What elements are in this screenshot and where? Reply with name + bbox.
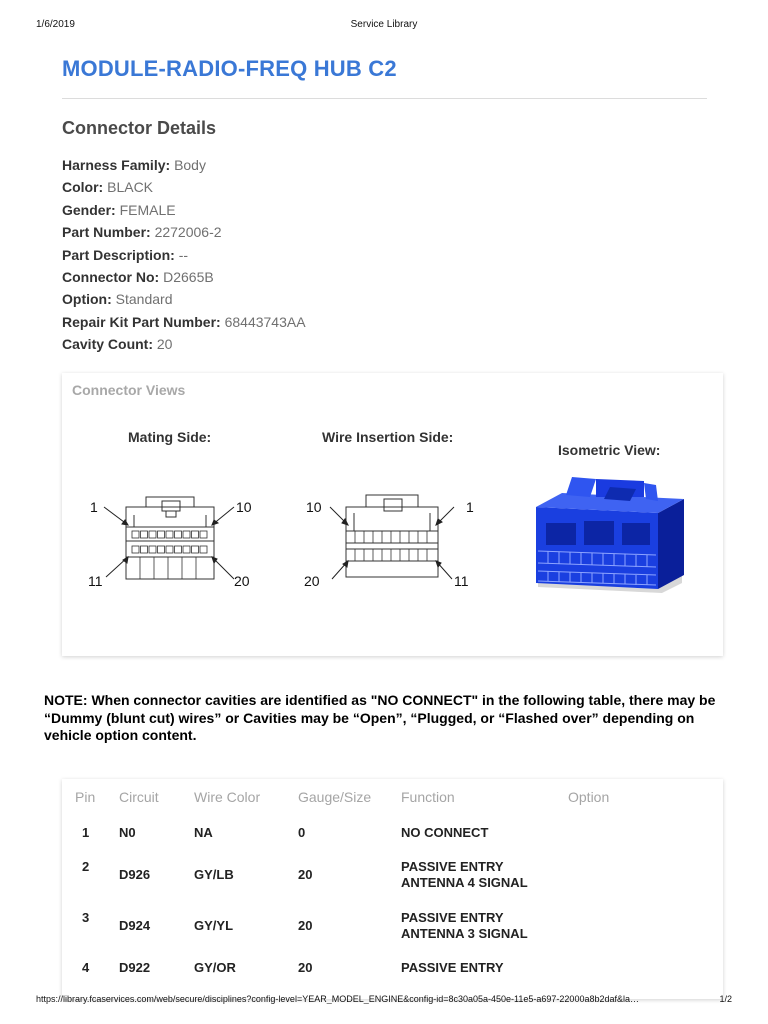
cell-pin: 3 bbox=[82, 910, 90, 925]
detail-value: 68443743AA bbox=[224, 313, 306, 330]
column-header-function: Function bbox=[401, 789, 455, 805]
detail-value: FEMALE bbox=[119, 201, 176, 218]
wire-pin-1-label: 1 bbox=[466, 499, 474, 515]
cell-wire-color: GY/LB bbox=[194, 867, 234, 882]
detail-value: D2665B bbox=[163, 268, 214, 285]
detail-part-number bbox=[62, 221, 306, 243]
mating-side-label: Mating Side: bbox=[128, 429, 212, 445]
table-row bbox=[62, 910, 723, 950]
wire-pin-10-label: 10 bbox=[306, 499, 322, 515]
detail-harness-family bbox=[62, 154, 306, 176]
print-header bbox=[36, 19, 732, 31]
table-row bbox=[62, 823, 723, 863]
cell-wire-color: GY/YL bbox=[194, 918, 234, 933]
detail-label: Gender: bbox=[62, 201, 116, 218]
mating-pin-1-label: 1 bbox=[90, 499, 98, 515]
pinout-table bbox=[62, 779, 723, 999]
cell-circuit: D926 bbox=[119, 867, 151, 882]
detail-label: Color: bbox=[62, 179, 104, 196]
page-number: 1/2 bbox=[719, 994, 732, 1004]
column-header-circuit: Circuit bbox=[119, 789, 159, 805]
mating-side-diagram bbox=[84, 491, 266, 593]
detail-value: BLACK bbox=[107, 179, 154, 196]
detail-label: Cavity Count: bbox=[62, 336, 153, 353]
mating-pin-11-label: 11 bbox=[88, 573, 103, 589]
cell-circuit: D924 bbox=[119, 918, 151, 933]
title-divider bbox=[62, 98, 707, 99]
cell-pin: 4 bbox=[82, 960, 90, 975]
cell-function-line-1: PASSIVE ENTRY bbox=[401, 859, 504, 874]
column-header-pin: Pin bbox=[75, 789, 96, 805]
print-footer bbox=[36, 994, 732, 1006]
connector-details-list bbox=[62, 154, 306, 356]
detail-part-description bbox=[62, 244, 306, 266]
wire-pin-20-label: 20 bbox=[304, 573, 320, 589]
cell-wire-color: GY/OR bbox=[194, 960, 236, 975]
cell-function-line-2: ANTENNA 4 SIGNAL bbox=[401, 875, 528, 890]
detail-repair-kit bbox=[62, 311, 306, 333]
detail-cavity-count bbox=[62, 333, 306, 355]
wire-insertion-side-label: Wire Insertion Side: bbox=[322, 429, 454, 445]
cell-gauge: 20 bbox=[298, 867, 313, 882]
detail-value: Body bbox=[174, 157, 206, 173]
mating-pin-10-label: 10 bbox=[236, 499, 252, 515]
print-date: 1/6/2019 bbox=[36, 19, 75, 30]
connector-views-title: Connector Views bbox=[72, 382, 186, 398]
cell-pin: 1 bbox=[82, 825, 90, 840]
detail-label: Part Number: bbox=[62, 224, 151, 241]
detail-label: Harness Family: bbox=[62, 157, 171, 173]
detail-gender bbox=[62, 199, 306, 221]
iso-front-face bbox=[536, 507, 658, 589]
cell-function-line-1: PASSIVE ENTRY bbox=[401, 910, 504, 925]
cell-gauge: 0 bbox=[298, 825, 306, 840]
detail-label: Option: bbox=[62, 291, 112, 308]
cell-circuit: D922 bbox=[119, 960, 151, 975]
detail-value: 20 bbox=[156, 336, 173, 353]
cell-gauge: 20 bbox=[298, 960, 313, 975]
mating-pin-20-label: 20 bbox=[234, 573, 250, 589]
wire-insertion-side-diagram bbox=[302, 491, 484, 593]
column-header-gauge-size: Gauge/Size bbox=[298, 789, 372, 805]
wire-pin-11-label: 11 bbox=[454, 573, 469, 589]
cell-wire-color: NA bbox=[194, 825, 213, 840]
print-url: https://library.fcaservices.com/web/secure/disciplines?config-level=YEAR_MODEL_ENGINE&config-id=8c30a05a-450e-11e5-a697-22000a8b2daf&la… bbox=[36, 994, 639, 1004]
print-site-title: Service Library bbox=[350, 19, 418, 30]
connector-details-heading: Connector Details bbox=[62, 118, 217, 138]
detail-label: Repair Kit Part Number: bbox=[62, 313, 221, 330]
page-title: MODULE-RADIO-FREQ HUB C2 bbox=[62, 56, 397, 81]
detail-option bbox=[62, 288, 306, 310]
cell-pin: 2 bbox=[82, 859, 90, 874]
cell-function: NO CONNECT bbox=[401, 825, 489, 840]
detail-connector-no bbox=[62, 266, 306, 288]
detail-label: Part Description: bbox=[62, 246, 175, 263]
cell-function: PASSIVE ENTRY bbox=[401, 960, 504, 975]
connector-views-card bbox=[62, 373, 723, 656]
cell-gauge: 20 bbox=[298, 918, 313, 933]
isometric-view-label: Isometric View: bbox=[558, 442, 661, 458]
isometric-view-image bbox=[532, 471, 692, 611]
detail-color bbox=[62, 176, 306, 198]
cell-circuit: N0 bbox=[119, 825, 136, 840]
detail-value: 2272006-2 bbox=[154, 224, 222, 241]
column-header-option: Option bbox=[568, 789, 610, 805]
table-row bbox=[62, 859, 723, 899]
detail-label: Connector No: bbox=[62, 268, 160, 285]
column-header-wire-color: Wire Color bbox=[194, 789, 261, 805]
cell-function-line-2: ANTENNA 3 SIGNAL bbox=[401, 926, 528, 941]
no-connect-note: NOTE: When connector cavities are identified as "NO CONNECT" in the following table, there may be “Dummy (blunt cut) wires” or Cavities may be “Open”, “Plugged, or “Flashed over” depending on vehicle option content. bbox=[44, 692, 716, 743]
detail-value: Standard bbox=[115, 291, 173, 308]
detail-value: -- bbox=[178, 246, 189, 263]
